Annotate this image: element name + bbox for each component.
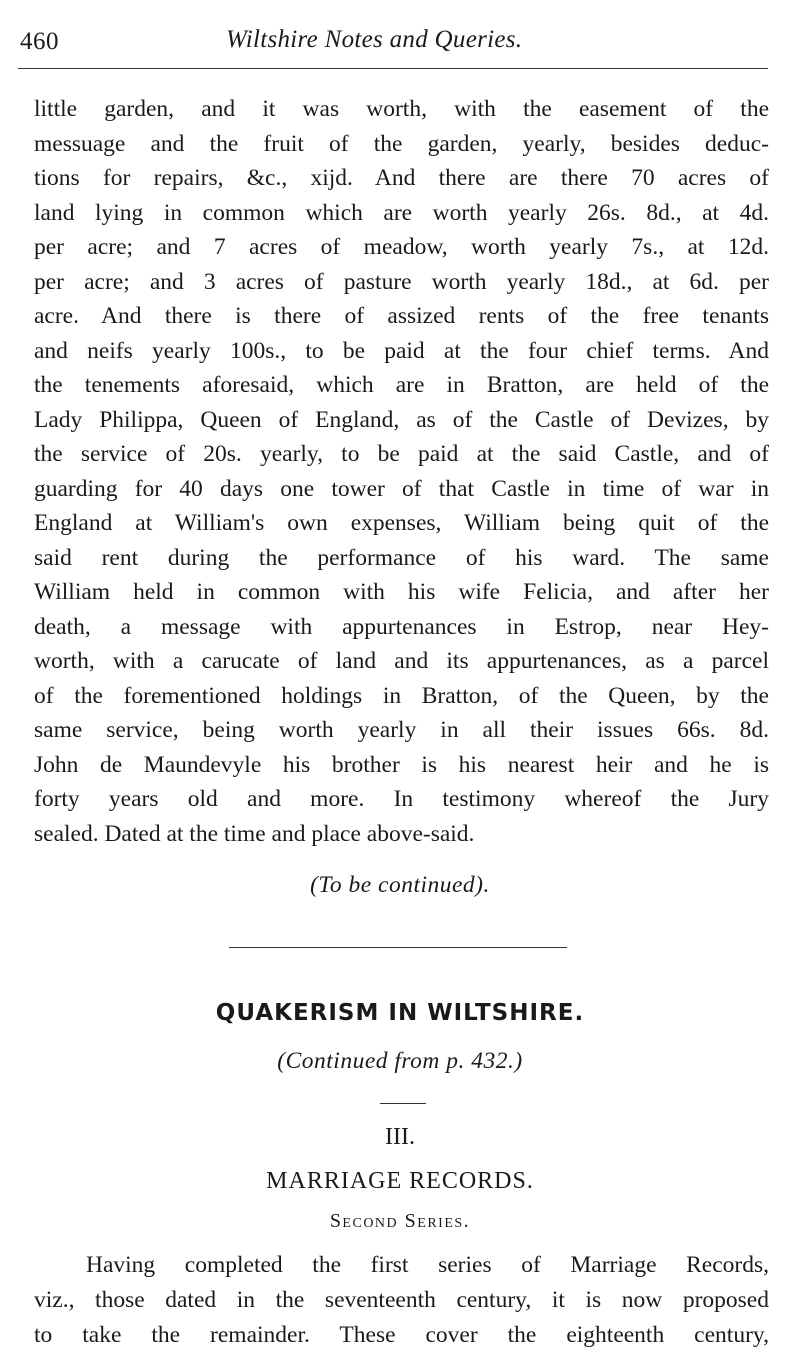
body-line: acre. And there is there of assized rents of the free tenants [34, 303, 769, 329]
body-line: worth, with a carucate of land and its appurtenances, as a parcel [34, 648, 769, 674]
body-line: John de Maundevyle his brother is his nearest heir and he is [34, 751, 769, 778]
body-line: per acre; and 7 acres of meadow, worth yearly 7s., at 12d. [34, 234, 769, 260]
body-line: England at William's own expenses, William being quit of the [34, 510, 769, 536]
closing-paragraph [34, 1248, 769, 1353]
body-line: land lying in common which are worth yearly 26s. 8d., at 4d. [34, 199, 769, 226]
body-line: viz., those dated in the seventeenth century, it is now proposed [34, 1287, 769, 1313]
body-line: same service, being worth yearly in all their issues 66s. 8d. [34, 717, 769, 743]
body-line: tions for repairs, &c., xijd. And there are there 70 acres of [34, 165, 769, 191]
body-text [34, 92, 769, 851]
page-number: 460 [20, 28, 59, 55]
running-head: Wiltshire Notes and Queries. [226, 26, 523, 53]
body-line: Having completed the first series of Marriage Records, [86, 1252, 769, 1278]
body-line: the tenements aforesaid, which are in Bratton, are held of the [34, 372, 769, 398]
section-divider [229, 947, 567, 948]
body-line: forty years old and more. In testimony whereof the Jury [34, 786, 769, 812]
section-title: QUAKERISM IN WILTSHIRE. [215, 1000, 585, 1026]
body-line: little garden, and it was worth, with the easement of the [34, 96, 769, 122]
body-line: and neifs yearly 100s., to be paid at the four chief terms. And [34, 337, 769, 364]
body-line: the service of 20s. yearly, to be paid at the said Castle, and of [34, 441, 769, 467]
header-rule [18, 68, 768, 69]
body-line: Lady Philippa, Queen of England, as of the Castle of Devizes, by [34, 406, 769, 433]
body-line: to take the remainder. These cover the eighteenth century, [34, 1322, 769, 1348]
short-divider [380, 1103, 426, 1104]
series-heading: Second Series. [329, 1210, 471, 1232]
body-line: messuage and the fruit of the garden, yearly, besides deduc- [34, 130, 769, 157]
part-number: III. [385, 1124, 415, 1150]
body-line: per acre; and 3 acres of pasture worth yearly 18d., at 6d. per [34, 268, 769, 295]
body-line: William held in common with his wife Felicia, and after her [34, 579, 769, 605]
body-line: sealed. Dated at the time and place above-said. [34, 820, 475, 847]
body-line: death, a message with appurtenances in Estrop, near Hey- [34, 613, 769, 640]
section-subtitle: (Continued from p. 432.) [277, 1048, 523, 1074]
records-heading: MARRIAGE RECORDS. [266, 1168, 534, 1194]
page-header [20, 24, 768, 64]
body-line: guarding for 40 days one tower of that Castle in time of war in [34, 475, 769, 502]
body-line: of the forementioned holdings in Bratton, of the Queen, by the [34, 682, 769, 709]
body-line: said rent during the performance of his ward. The same [34, 544, 769, 571]
to-be-continued-note: (To be continued). [310, 872, 490, 898]
